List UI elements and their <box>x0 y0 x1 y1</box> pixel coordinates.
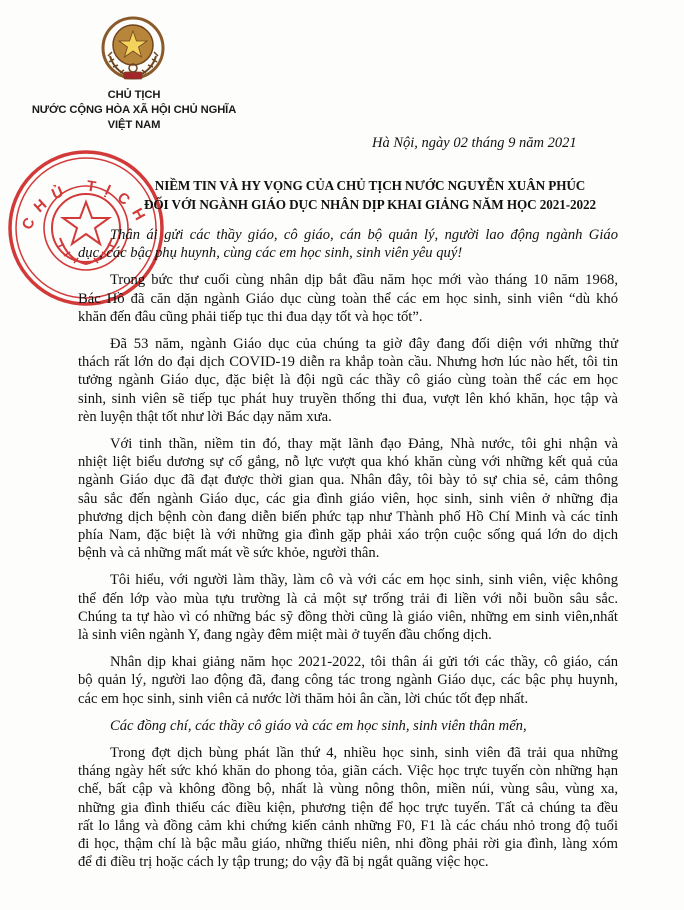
p3-line-4: sâu sắc đến ngành Giáo dục, các gia đình giáo viên, học sinh, sinh viên ở những địa <box>78 490 618 507</box>
salutation <box>78 226 618 262</box>
p5-line-3: các em học sinh, sinh viên cả nước lời thăm hỏi ân cần, lời chúc tốt đẹp nhất. <box>78 690 529 707</box>
p6-line-4: những gia đình thiếu các điều kiện, phương tiện để học trực tuyến. Tất cả chúng ta đều <box>78 799 618 816</box>
salutation-line-2: dục, các bậc phụ huynh, cùng các em học sinh, sinh viên yêu quý! <box>78 245 463 262</box>
p1-line-1: Trong bức thư cuối cùng nhân dịp bắt đầu năm học mới vào tháng 10 năm 1968, <box>110 272 618 289</box>
paragraph-1 <box>78 271 618 326</box>
p1-line-3: khăn đến đâu cũng phải tiếp tục thi đua dạy tốt và học tốt”. <box>78 308 423 325</box>
seal-ring-text: CHỦ TỊCH <box>18 177 153 233</box>
paragraph-3 <box>78 435 618 562</box>
p3-line-1: Với tinh thần, niềm tin đó, thay mặt lãnh đạo Đảng, Nhà nước, tôi ghi nhận và <box>110 436 618 453</box>
letter-body <box>78 226 618 881</box>
p3-line-3: ngành Giáo dục đã đạt được thời gian qua. Nhân đây, tôi bày tỏ sự chia sẻ, cảm thông <box>78 472 618 489</box>
p4-line-3: Chúng ta tự hào vì có những bác sỹ đồng thời cũng là giáo viên, những em sinh viên,nhất <box>78 608 618 625</box>
p2-line-2: thách rất lớn do đại dịch COVID-19 diễn ra khắp toàn cầu. Nhưng hơn lúc nào hết, tôi tin <box>78 354 618 371</box>
p6-line-1: Trong đợt dịch bùng phát lần thứ 4, nhiều học sinh, sinh viên đã trải qua những <box>110 745 618 762</box>
national-emblem-icon <box>98 12 168 84</box>
office-line-3: VIỆT NAM <box>107 119 161 131</box>
p3-line-6: phía Nam, đặc biệt là với những gia đình gặp phải xáo trộn cuộc sống quá lớn do dịch <box>78 527 618 544</box>
issuing-office <box>22 88 246 133</box>
p5-line-2: bộ quản lý, người lao động đã, đang công tác trong ngành Giáo dục, các bậc phụ huynh, <box>78 672 618 689</box>
letter-title <box>110 176 630 214</box>
p3-line-5: phương dịch bệnh còn đang diễn biến phức tạp như Thành phố Hồ Chí Minh và các tỉnh <box>78 508 618 525</box>
p4-line-4: là sinh viên ngành Y, đang ngày đêm miệt mài ở tuyến đầu chống dịch. <box>78 627 492 644</box>
paragraph-5 <box>78 653 618 708</box>
p2-line-5: rèn luyện thật tốt như lời Bác dạy năm xưa. <box>78 408 332 425</box>
p2-line-3: tưởng ngành Giáo dục, đặc biệt là đội ngũ các thầy cô giáo cùng toàn thể các em học <box>78 372 618 389</box>
p4-line-2: thể đến lớp vào mùa tựu trường là cả một sự trống trải đi liền với nỗi buồn sâu sắc. <box>78 590 618 607</box>
title-line-1: NIỀM TIN VÀ HY VỌNG CỦA CHỦ TỊCH NƯỚC NGUYỄN XUÂN PHÚC <box>154 178 586 193</box>
office-line-1: CHỦ TỊCH <box>107 89 161 101</box>
paragraph-2 <box>78 335 618 426</box>
p3-line-2: nhiệt liệt biểu dương sự cố gắng, nỗ lực vượt qua khó khăn cùng với những kết quả của <box>78 454 618 471</box>
p5-line-1: Nhân dịp khai giảng năm học 2021-2022, tôi thân ái gửi tới các thầy, cô giáo, cán <box>110 654 618 671</box>
p2-line-4: sinh, sinh viên sẽ tiếp tục phát huy truyền thống thi đua, vượt lên khó khăn, học tập và <box>78 390 618 407</box>
p6-line-3: chế, bất cập và không đồng bộ, nhất là vùng nông thôn, miền núi, vùng sâu, vùng xa, <box>78 781 618 798</box>
p6-line-5: rất lo lắng và đồng cảm khi chứng kiến cảnh những F0, F1 là các cháu nhỏ trong độ tuổi <box>78 817 618 834</box>
p1-line-2: Bác Hồ đã căn dặn ngành Giáo dục cùng toàn thể các em học sinh, sinh viên “dù khó <box>78 290 618 307</box>
salutation-line-1: Thân ái gửi các thầy giáo, cô giáo, cán bộ quản lý, người lao động ngành Giáo <box>110 227 618 243</box>
p6-line-2: tháng ngày hết sức khó khăn do phong tỏa, giãn cách. Việc học trực tuyến còn những hạn <box>78 763 618 780</box>
paragraph-4 <box>78 571 618 644</box>
p4-line-1: Tôi hiểu, với người làm thầy, làm cô và với các em học sinh, sinh viên, việc không <box>110 572 618 589</box>
p3-line-7: bệnh và cả những mất mát về sức khỏe, người thân. <box>78 545 380 562</box>
p6-line-7: để đi điều trị hoặc cách ly tập trung; do vậy đã bị ngắt quãng việc học. <box>78 854 489 871</box>
title-line-2: ĐỐI VỚI NGÀNH GIÁO DỤC NHÂN DỊP KHAI GIẢNG NĂM HỌC 2021-2022 <box>143 197 597 212</box>
office-line-2: NƯỚC CỘNG HÒA XÃ HỘI CHỦ NGHĨA <box>31 104 237 116</box>
p2-line-1: Đã 53 năm, ngành Giáo dục của chúng ta giờ đây đang đối diện với những thử <box>110 336 618 353</box>
p6-line-6: đi học, thậm chí là bậc mẫu giáo, những thiếu niên, nhi đồng phải rời gia đình, làng xóm <box>78 836 618 853</box>
paragraph-6 <box>78 744 618 871</box>
salutation-2: Các đồng chí, các thầy cô giáo và các em học sinh, sinh viên thân mến, <box>110 717 527 734</box>
date-line: Hà Nội, ngày 02 tháng 9 năm 2021 <box>372 135 577 151</box>
